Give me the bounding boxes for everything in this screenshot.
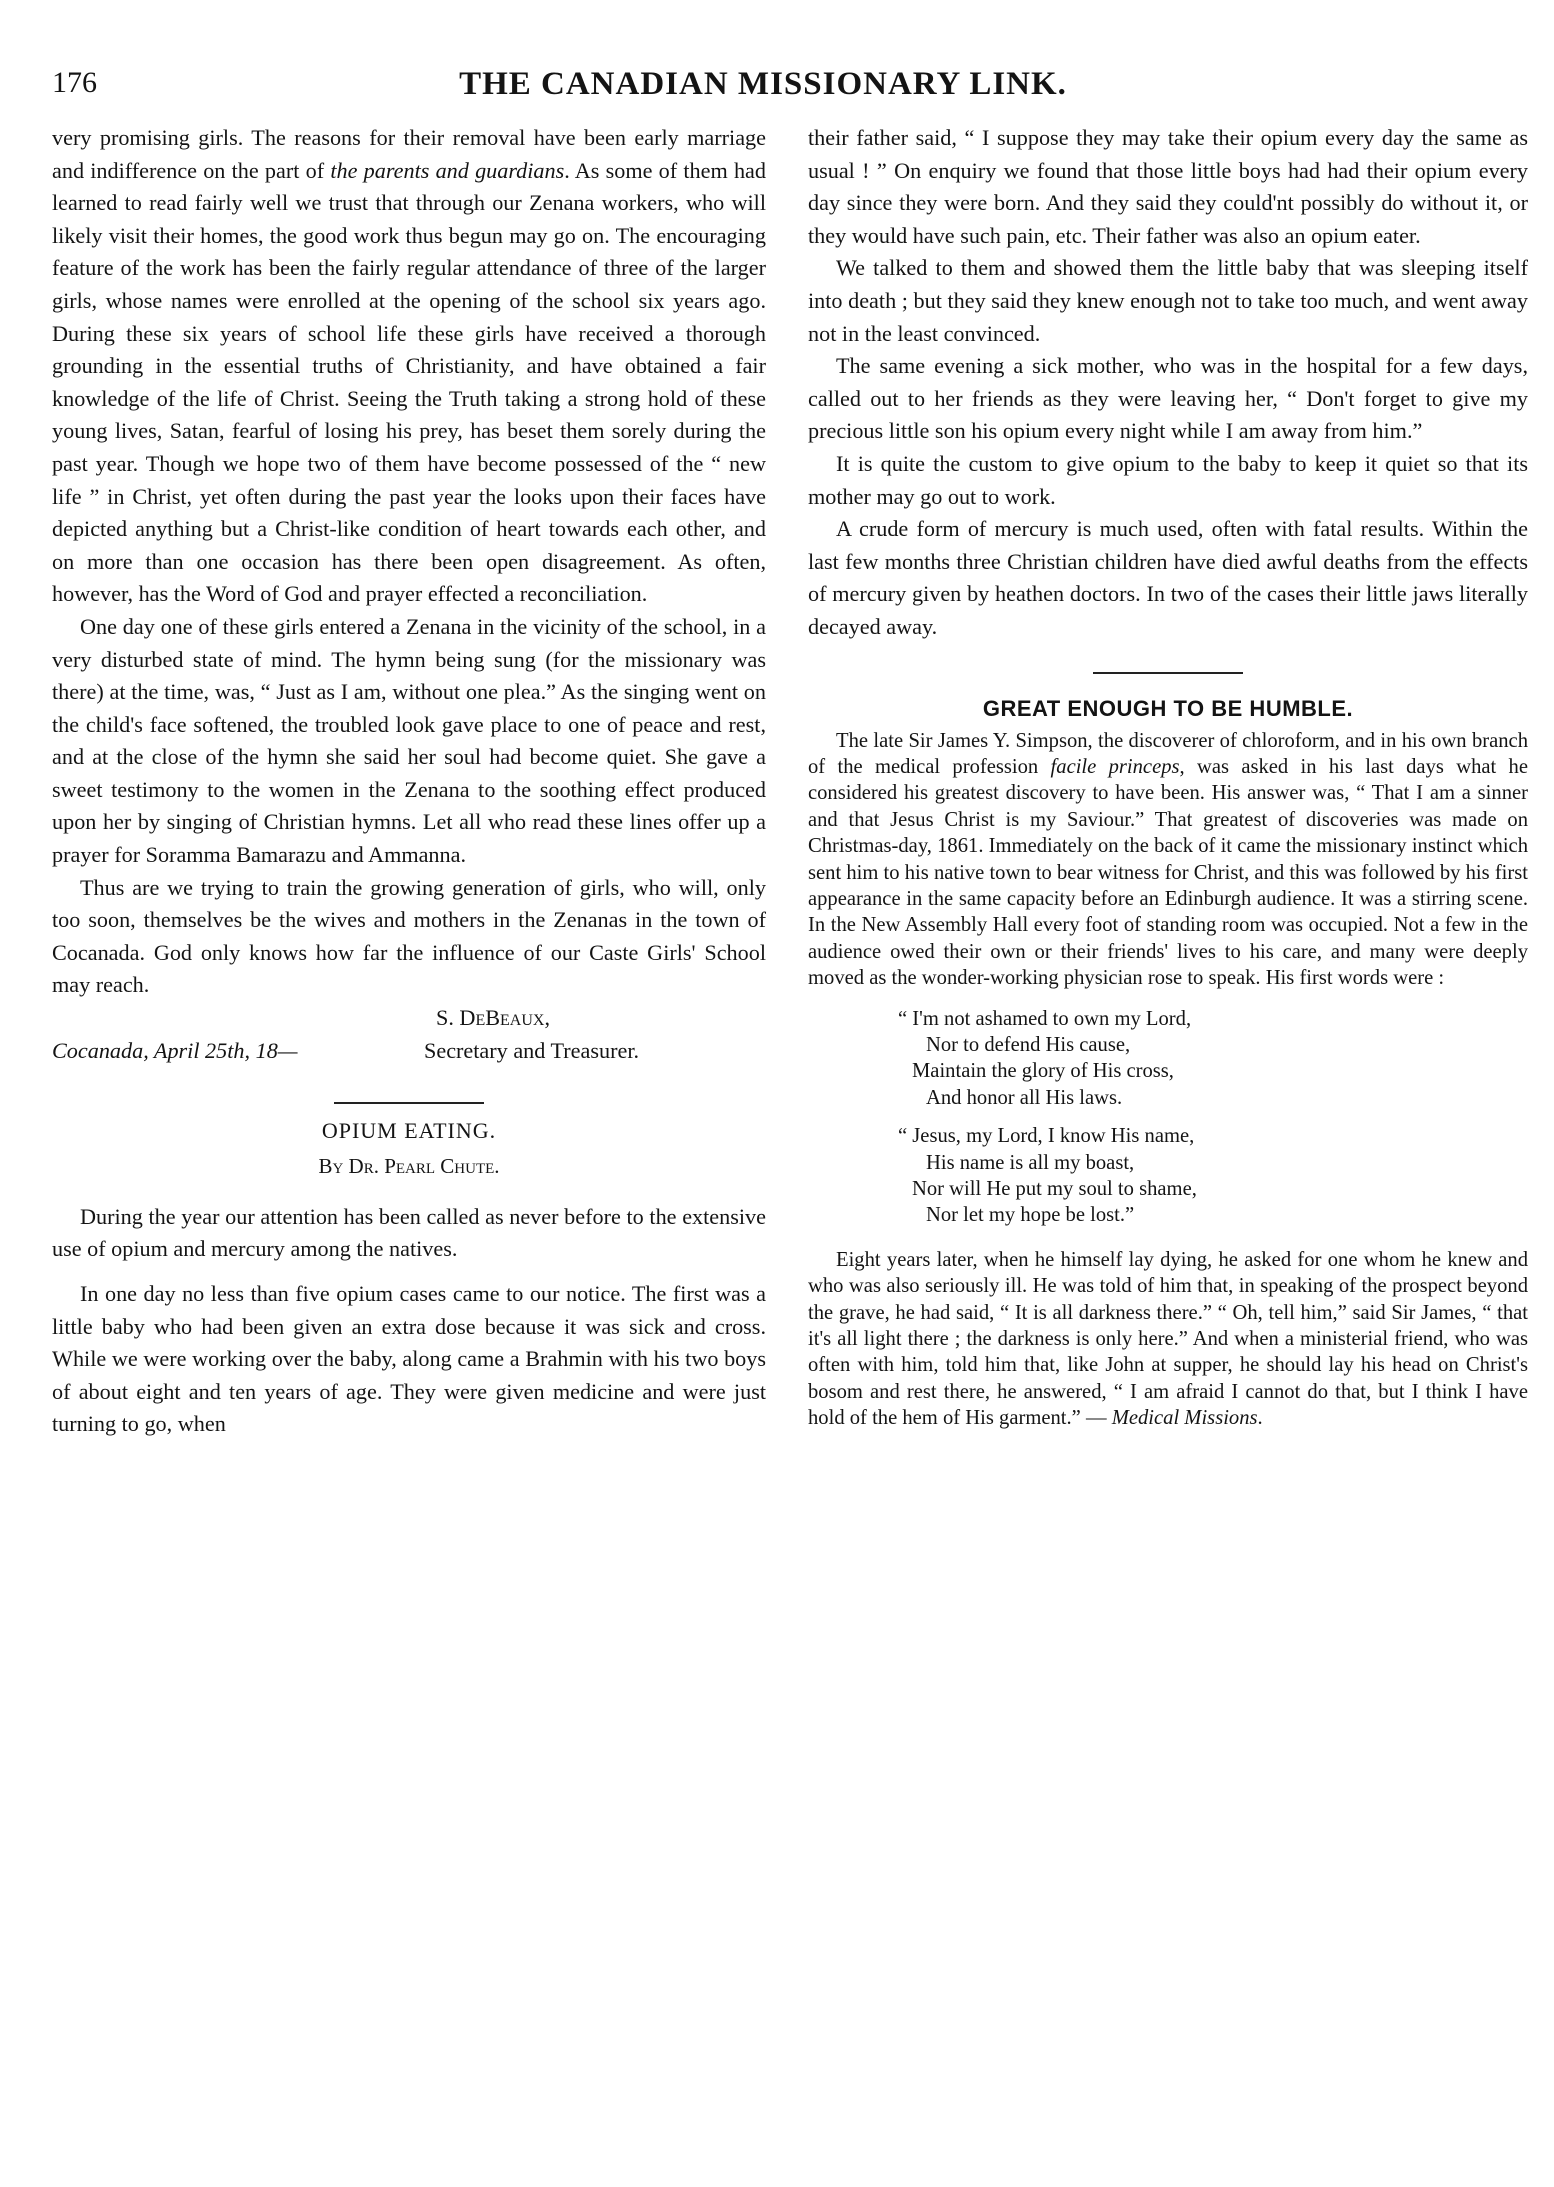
left-column [52, 122, 766, 1441]
poem-line: Maintain the glory of His cross, [912, 1060, 1174, 1083]
closing-paragraph: Thus are we trying to train the growing generation of girls, who will, only too soon, themselves be the wives and mothers in the Zenanas in the town of Cocanada. God only knows how far the influence of our Caste Girls' School may reach. [52, 874, 766, 998]
humble-paragraph-2: Eight years later, when he himself lay dying, he asked for one whom he knew and who was also seriously ill. He was told of him that, in speaking of the prospect beyond the grave, he had said, “ It is all darkness there.” “ Oh, tell him,” said Sir James, “ that it's all light there ; the darkness is only here.” And when a ministerial friend, who was often with him, told him that, like John at supper, he should lay his head on Christ's bosom and rest there, he answered, “ I am afraid I cannot do that, but I think I have hold of the hem of His garment.” — Medical Missions. [808, 1248, 1528, 1430]
poem-line: Nor let my hope be lost.” [926, 1204, 1135, 1227]
italic-phrase: the parents and guardians [330, 157, 565, 183]
poem-line: And honor all His laws. [926, 1086, 1123, 1109]
opium-paragraph-4: The same evening a sick mother, who was in the hospital for a few days, called out to her friends as they were leaving her, “ Don't forget to give my precious little son his opium every night while I am away from him.” [808, 353, 1528, 444]
signature-name: S. DeBeaux, [436, 1005, 551, 1031]
poem-verse [808, 1006, 1528, 1112]
place-date: Cocanada, April 25th, 18— [52, 1038, 298, 1064]
opium-heading: OPIUM EATING. [321, 1117, 497, 1143]
signature-title: Secretary and Treasurer. [424, 1037, 640, 1063]
journal-title: THE CANADIAN MISSIONARY LINK. [459, 66, 1067, 102]
humble-heading: GREAT ENOUGH TO BE HUMBLE. [982, 695, 1354, 721]
right-column [808, 122, 1528, 1432]
opium-paragraph-1: During the year our attention has been called as never before to the extensive use of opium and mercury among the natives. [52, 1203, 766, 1262]
page-number: 176 [52, 66, 97, 99]
opium-paragraph-2: In one day no less than five opium cases came to our notice. The first was a little baby who had been given an extra dose because it was sick and cross. While we were working over the baby, along came a Brahmin with his two boys of about eight and ten years of age. They were given medicine and were just turning to go, when [52, 1281, 766, 1437]
humble-paragraph-1: The late Sir James Y. Simpson, the discoverer of chloroform, and in his own branch of the medical profession facile princeps, was asked in his last days what he considered his greatest discovery to have been. His answer was, “ That I am a sinner and that Jesus Christ is my Saviour.” That greatest of discoveries was made on Christmas-day, 1861. Immediately on the back of it came the missionary instinct which sent him to his native town to bear witness for Christ, and this was followed by his first appearance in the same capacity before an Edinburgh audience. It was a stirring scene. In the New Assembly Hall every foot of standing room was occupied. Not a few in the audience owed their own or their friends' lives to his care, and many were deeply moved as the wonder-working physician rose to speak. His first words were : [808, 729, 1528, 990]
poem-line: His name is all my boast, [926, 1151, 1135, 1174]
poem-line: “ Jesus, my Lord, I know His name, [898, 1125, 1195, 1148]
hymn-paragraph: One day one of these girls entered a Zenana in the vicinity of the school, in a very disturbed state of mind. The hymn being sung (for the missionary was there) at the time, was, “ Just as I am, without one plea.” As the singing went on the child's face softened, the troubled look gave place to one of peace and rest, and at the close of the hymn she said her soul had become quiet. She gave a sweet testimony to the women in the Zenana to the soothing effect produced upon her by singing of Christian hymns. Let all who read these lines offer up a prayer for Soramma Bamarazu and Ammanna. [52, 613, 766, 868]
school-paragraph: very promising girls. The reasons for their removal have been early marriage and indifference on the part of the parents and guardians. As some of them had learned to read fairly well we trust that through our Zenana workers, who will likely visit their homes, the good work thus begun may go on. The encouraging feature of the work has been the fairly regular attendance of three of the larger girls, whose names were enrolled at the opening of the school six years ago. During these six years of school life these girls have received a thorough grounding in the essential truths of Christianity, and have obtained a fair knowledge of the life of Christ. Seeing the Truth taking a strong hold of these young lives, Satan, fearful of losing his prey, has beset them sorely during the past year. Though we hope two of them have become possessed of the “ new life ” in Christ, yet often during the past year the looks upon their faces have depicted anything but a Christ-like condition of heart towards each other, and on more than one occasion has there been open disagreement. As often, however, has the Word of God and prayer effected a reconciliation. [52, 125, 766, 607]
poem-verse [808, 1123, 1528, 1229]
hymn-poem [808, 1006, 1528, 1229]
opium-byline: By Dr. Pearl Chute. [318, 1153, 500, 1178]
opium-paragraph-5: It is quite the custom to give opium to the baby to keep it quiet so that its mother may go out to work. [808, 450, 1528, 509]
page-header [52, 66, 1474, 114]
section-divider [334, 1102, 484, 1104]
poem-line: Nor to defend His cause, [926, 1033, 1131, 1056]
poem-line: “ I'm not ashamed to own my Lord, [898, 1007, 1192, 1030]
italic-phrase: facile princeps [1050, 755, 1180, 778]
poem-line: Nor will He put my soul to shame, [912, 1178, 1197, 1200]
opium-paragraph-6: A crude form of mercury is much used, often with fatal results. Within the last few months three Christian children have died awful deaths from the effects of mercury given by heathen doctors. In two of the cases their little jaws literally decayed away. [808, 516, 1528, 639]
opium-paragraph-3: We talked to them and showed them the little baby that was sleeping itself into death ; but they said they knew enough not to take too much, and went away not in the least convinced. [808, 255, 1528, 346]
italic-phrase: Medical Missions [1111, 1407, 1258, 1430]
opium-continued: their father said, “ I suppose they may take their opium every day the same as usual ! ” On enquiry we found that those little boys had had their opium every day since they were born. And they said they could'nt possibly do without it, or they would have such pain, etc. Their father was also an opium eater. [808, 125, 1528, 248]
section-divider [1093, 672, 1243, 674]
